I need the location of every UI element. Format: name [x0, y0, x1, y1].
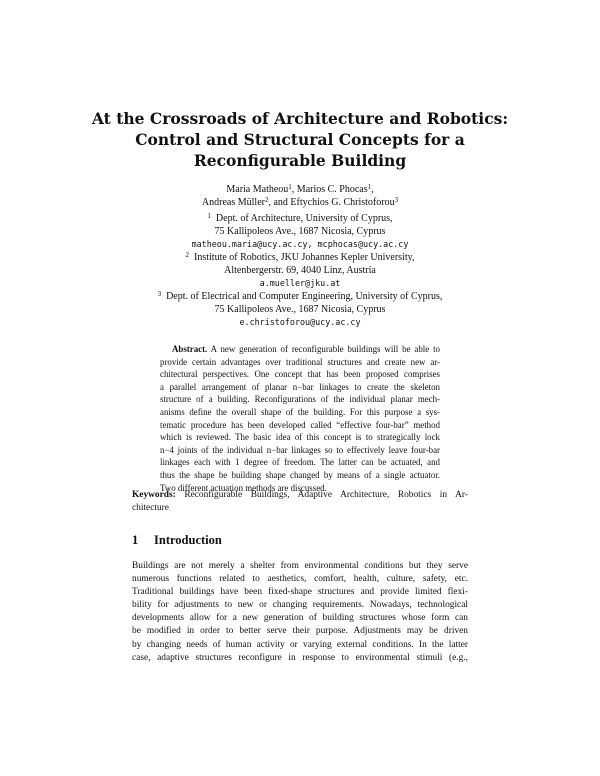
author-name: Marios C. Phocas	[296, 184, 368, 195]
affiliation-mark: 1	[207, 212, 211, 220]
author-name: Andreas Müller	[201, 197, 265, 208]
author-list	[0, 183, 600, 209]
author-separator: , and	[268, 197, 291, 208]
affiliation-email: a.mueller@jku.at	[259, 278, 341, 288]
body-line: developments allow for a new generation of building structures whose form can	[132, 613, 468, 624]
abstract-line	[160, 343, 440, 356]
keywords-label: Keywords:	[132, 490, 176, 500]
author-affil-mark: 1	[367, 183, 372, 191]
abstract-label: Abstract.	[172, 344, 208, 354]
affiliation-mark: 3	[157, 290, 162, 298]
abstract-line: tematic procedure has been developed called “effective four-bar” method	[160, 419, 440, 430]
author-name: Eftychios G. Christoforou	[290, 197, 395, 208]
affiliation-email: matheou.maria@ucy.ac.cy, mcphocas@ucy.ac.cy	[191, 239, 409, 249]
keywords	[132, 489, 468, 515]
title-line: Reconfigurable Building	[193, 151, 407, 170]
keywords-line	[132, 489, 468, 502]
abstract-line: chitectural perspectives. One concept that has been proposed comprises	[160, 369, 440, 380]
abstract-text: A new generation of reconfigurable buildings will be able to	[207, 344, 440, 354]
abstract	[160, 343, 440, 494]
affiliation-text: Dept. of Architecture, University of Cyprus,	[215, 213, 393, 224]
affiliations	[0, 212, 600, 329]
body-line: by changing needs of human activity or varying external conditions. In the latter	[132, 639, 468, 650]
author-affil-mark: 3	[394, 196, 399, 204]
author-line	[0, 196, 600, 209]
affiliation-text: Dept. of Electrical and Computer Engineering, University of Cyprus,	[166, 291, 443, 302]
section-heading	[132, 532, 468, 548]
abstract-line: a parallel arrangement of planar n−bar linkages to create the skeleton	[160, 381, 440, 392]
paper-title	[0, 108, 600, 171]
body-line: numerous functions related to aesthetics, comfort, health, culture, safety, etc.	[132, 574, 468, 585]
affiliation-address: 75 Kallipoleos Ave., 1687 Nicosia, Cyprus	[214, 226, 386, 237]
affiliation-address: 75 Kallipoleos Ave., 1687 Nicosia, Cyprus	[214, 304, 386, 315]
affiliation-line	[0, 290, 600, 303]
author-separator: ,	[291, 184, 297, 195]
body-line: be modified in order to better serve their purpose. Adjustments may be driven	[132, 626, 468, 637]
body-line: Traditional buildings have been fixed-shape structures and provide limited flexi-	[132, 587, 468, 598]
abstract-line: structure of a building. Reconfigurations of the individual planar mech-	[160, 394, 440, 405]
keywords-text: Reconfigurable Buildings, Adaptive Architecture, Robotics in Ar-	[175, 490, 468, 500]
affiliation-line	[0, 212, 600, 225]
affiliation-address: Altenbergerstr. 69, 4040 Linz, Austria	[224, 265, 376, 276]
body-line: Buildings are not merely a shelter from environmental conditions but they serve	[132, 561, 468, 571]
section-title: Introduction	[154, 533, 222, 547]
title-line: Control and Structural Concepts for a	[135, 130, 465, 149]
author-affil-mark: 2	[264, 196, 269, 204]
affiliation-line	[0, 251, 600, 264]
abstract-line: n−4 joints of the individual n−bar linkages so to effectively leave four-bar	[160, 444, 440, 455]
affiliation-email: e.christoforou@ucy.ac.cy	[239, 317, 361, 327]
affiliation-mark: 2	[185, 251, 190, 259]
author-affil-mark: 1	[288, 183, 292, 191]
author-line	[0, 183, 600, 196]
body-line: bility for adjustments to new or changing requirements. Nowadays, technological	[132, 600, 468, 611]
introduction-paragraph	[132, 560, 468, 665]
abstract-line: provide certain advantages over traditional structures and create new ar-	[160, 356, 440, 367]
abstract-line: which is reviewed. The basic idea of this concept is to strategically lock	[160, 432, 440, 443]
author-separator: ,	[371, 184, 374, 195]
body-line: case, adaptive structures reconfigure in response to environmental stimuli (e.g.,	[132, 652, 468, 663]
abstract-line: Two different actuation methods are discussed.	[160, 482, 327, 493]
abstract-line: linkages each with 1 degree of freedom. The latter can be actuated, and	[160, 457, 440, 468]
author-name: Maria Matheou	[226, 184, 289, 195]
section-number: 1	[132, 533, 139, 547]
abstract-line: thus the shape be building shape changed by means of a single actuator.	[160, 469, 440, 480]
abstract-line: anisms define the overall shape of the building. For this purpose a sys-	[160, 406, 440, 417]
keywords-line: chitecture	[132, 503, 169, 513]
title-line: At the Crossroads of Architecture and Robotics:	[91, 109, 509, 128]
affiliation-text: Institute of Robotics, JKU Johannes Kepler University,	[194, 252, 415, 263]
